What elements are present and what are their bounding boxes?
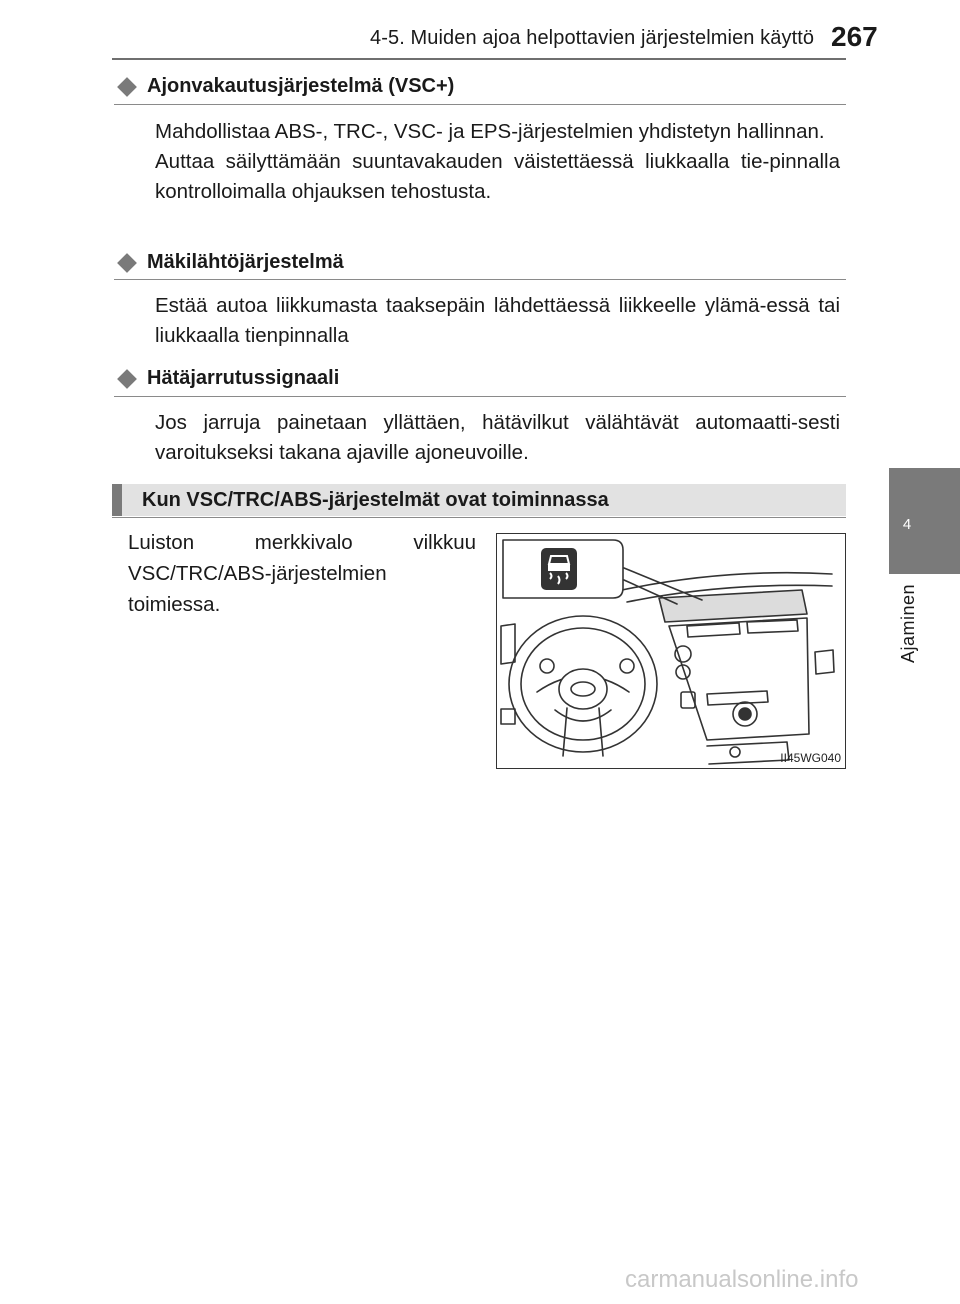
subsection-heading-band [112, 484, 846, 516]
section-heading-emergency-brake [114, 367, 339, 390]
section-body-vsc [155, 117, 840, 207]
section-rule [114, 104, 846, 105]
section-title: Mäkilähtöjärjestelmä [147, 251, 344, 273]
paragraph: Mahdollistaa ABS-, TRC-, VSC- ja EPS-järjestelmien yhdistetyn hallinnan. [155, 120, 825, 143]
skid-indicator-icon [541, 548, 577, 590]
chapter-header: 4-5. Muiden ajoa helpottavien järjestelmien käyttö [370, 27, 815, 49]
chapter-tab-label: Ajaminen [898, 584, 918, 664]
page-number: 267 [831, 21, 878, 52]
section-title: Hätäjarrutussignaali [147, 367, 340, 389]
subsection-title: Kun VSC/TRC/ABS-järjestelmät ovat toiminnassa [142, 489, 609, 511]
section-heading-hill-start [114, 251, 344, 274]
watermark: carmanualsonline.info [625, 1266, 859, 1293]
diamond-bullet-icon [117, 253, 137, 273]
section-rule [114, 279, 846, 280]
paragraph: Auttaa säilyttämään suuntavakauden väistettäessä liukkaalla tie-pinnalla kontrolloimalla ohjauksen tehostusta. [155, 150, 840, 203]
subsection-rule [112, 517, 846, 518]
chapter-tab-number: 4 [902, 516, 912, 533]
section-body-emergency-brake [155, 408, 840, 468]
paragraph: Estää autoa liikkumasta taaksepäin lähdettäessä liikkeelle ylämä-essä tai liukkaalla tienpinnalla [155, 294, 840, 347]
paragraph: Jos jarruja painetaan yllättäen, hätävilkut välähtävät automaatti-sesti varoitukseksi takana ajaville ajoneuvoille. [155, 411, 840, 464]
section-heading-vsc [114, 75, 454, 98]
dashboard-illustration [496, 533, 846, 769]
section-body-hill-start [155, 291, 840, 351]
subsection-text: Luiston merkkivalo vilkkuu VSC/TRC/ABS-järjestelmien toimiessa. [128, 531, 476, 616]
diamond-bullet-icon [117, 369, 137, 389]
diamond-bullet-icon [117, 77, 137, 97]
header-rule [112, 58, 846, 60]
figure-code: II45WG040 [780, 751, 841, 765]
dashboard-drawing [497, 534, 845, 768]
section-rule [114, 396, 846, 397]
section-title: Ajonvakautusjärjestelmä (VSC+) [147, 75, 455, 97]
